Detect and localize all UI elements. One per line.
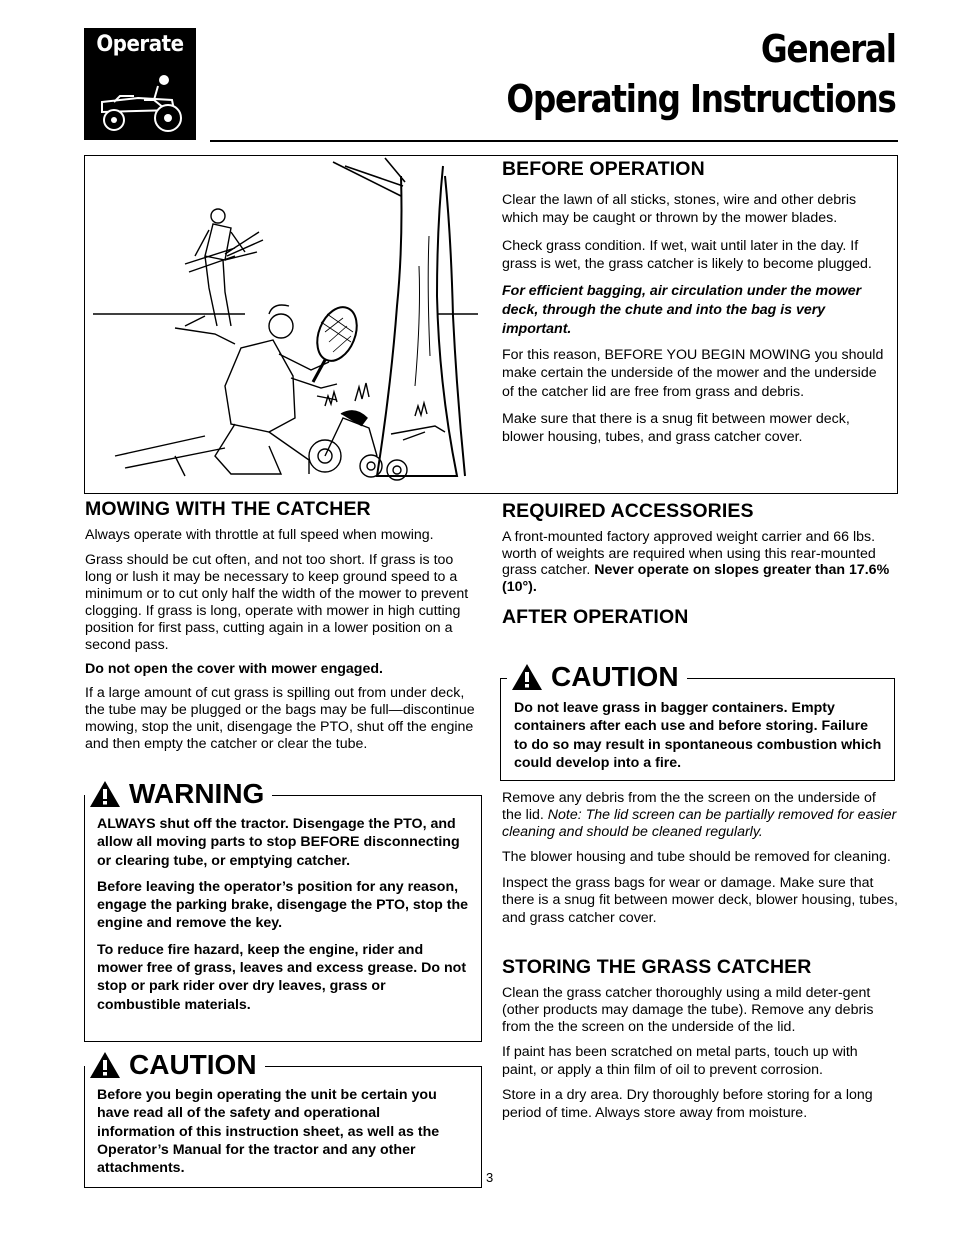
mowing-heading: MOWING WITH THE CATCHER — [85, 498, 371, 520]
title-line-2: Operating Instructions — [506, 77, 896, 121]
before-operation-heading: BEFORE OPERATION — [502, 158, 705, 180]
after-operation-text — [502, 790, 898, 927]
warning-triangle-icon — [89, 780, 121, 808]
mowing-p2: Grass should be cut often, and not too short. If grass is too long or lush it may be necessary to keep ground speed to a minimum or to cut only half the width of the mower to prevent clogging. If grass is long, operate with mower in high cutting position for first pass, cutting again in a lower position on a second pass. — [85, 551, 469, 653]
storing-p3: Store in a dry area. Dry thoroughly before storing for a long period of time. Always store away from moisture. — [502, 1087, 873, 1121]
storing-p2: If paint has been scratched on metal parts, touch up with paint, or apply a thin film of oil to prevent corrosion. — [502, 1044, 858, 1078]
illustration-yard-cleanup — [85, 156, 491, 493]
caution-right-title: CAUTION — [551, 661, 679, 692]
after-operation-heading: AFTER OPERATION — [502, 606, 689, 628]
before-operation-p2: Check grass condition. If wet, wait until later in the day. If grass is wet, the grass catcher is likely to become plugged. — [502, 238, 872, 272]
after-p1a: Remove any debris from the the screen on the underside of the lid. — [502, 790, 876, 823]
caution-box-right — [500, 661, 895, 781]
header-rule — [210, 140, 898, 142]
storing-p1: Clean the grass catcher thoroughly using a mild deter-gent (other products may damage the tube). Remove any debris from the the screen on the underside of the lid. — [502, 985, 874, 1035]
required-accessories-text: A front-mounted factory approved weight carrier and 66 lbs. worth of weights are required when using this rear-mounted grass catcher. — [502, 529, 876, 578]
tractor-icon — [94, 66, 186, 134]
storing-section — [502, 956, 894, 1122]
before-operation-p5: Make sure that there is a snug fit between mower deck, blower housing, tubes, and grass catcher cover. — [502, 410, 850, 446]
warning-p1: ALWAYS shut off the tractor. Disengage the PTO, and allow all moving parts to stop BEFORE disconnecting or clearing tube, or emptying catcher. — [97, 816, 460, 869]
warning-title: WARNING — [129, 778, 265, 809]
mowing-section — [85, 498, 480, 753]
caution-right-p1: Do not leave grass in bagger containers. Empty containers after each use and before storing. Failure to do so may result in spontaneous combustion which could develop into a fire. — [514, 700, 882, 771]
mowing-p3: Do not open the cover with mower engaged. — [85, 660, 383, 677]
after-p2: The blower housing and tube should be removed for cleaning. — [502, 849, 891, 865]
mowing-p1: Always operate with throttle at full speed when mowing. — [85, 527, 434, 543]
badge-label: Operate — [96, 32, 184, 57]
after-p3: Inspect the grass bags for wear or damage. Make sure that there is a snug fit between mower deck, blower housing, tubes, and grass catcher cover. — [502, 874, 898, 926]
title-line-1: General — [761, 27, 896, 71]
caution-right-title-row — [507, 661, 687, 693]
before-operation-p1: Clear the lawn of all sticks, stones, wire and other debris which may be caught or thrown by the mower blades. — [502, 192, 857, 226]
required-accessories-heading: REQUIRED ACCESSORIES — [502, 500, 754, 522]
mowing-p4: If a large amount of cut grass is spilling out from under deck, the tube may be plugged or the bags may be full—discontinue mowing, stop the unit, disengage the PTO, shut off the engine and then empty the catcher or clear the tube. — [85, 685, 475, 752]
warning-p2: Before leaving the operator’s position for any reason, engage the parking brake, disengage the PTO, stop the engine and remove the key. — [97, 878, 469, 932]
page-number: 3 — [486, 1170, 494, 1185]
storing-heading: STORING THE GRASS CATCHER — [502, 956, 812, 978]
caution-triangle-icon — [89, 1051, 121, 1079]
caution-left-title-row — [85, 1049, 265, 1081]
before-operation-section — [502, 158, 888, 446]
after-p1b: Note: The lid screen can be partially removed for easier cleaning and should be cleaned regularly. — [502, 807, 897, 840]
before-operation-p3: For efficient bagging, air circulation under the mower deck, through the chute and into the bag is very important. — [502, 283, 862, 337]
warning-box — [84, 778, 482, 1042]
warning-title-row — [85, 778, 272, 810]
caution-box-left — [84, 1049, 482, 1188]
caution-triangle-icon — [511, 663, 543, 691]
warning-p3: To reduce fire hazard, keep the engine, rider and mower free of grass, leaves and excess grease. Do not stop or park rider over dry leaves, grass or combustible materials. — [97, 941, 467, 1013]
after-operation-section — [502, 606, 892, 629]
page-title — [507, 24, 896, 124]
caution-left-p1: Before you begin operating the unit be certain you have read all of the safety and operational information of this instruction sheet, as well as the Operator’s Manual for the tractor and any other attachments. — [97, 1087, 440, 1177]
required-accessories-section — [502, 500, 892, 595]
caution-left-title: CAUTION — [129, 1049, 257, 1080]
before-operation-p4: For this reason, BEFORE YOU BEGIN MOWING you should make certain the underside of the mower and the underside of the catcher lid are free from grass and debris. — [502, 347, 884, 400]
operate-badge — [84, 28, 196, 140]
required-accessories-bold: Never operate on slopes greater than 17.6% (10°). — [502, 562, 890, 595]
